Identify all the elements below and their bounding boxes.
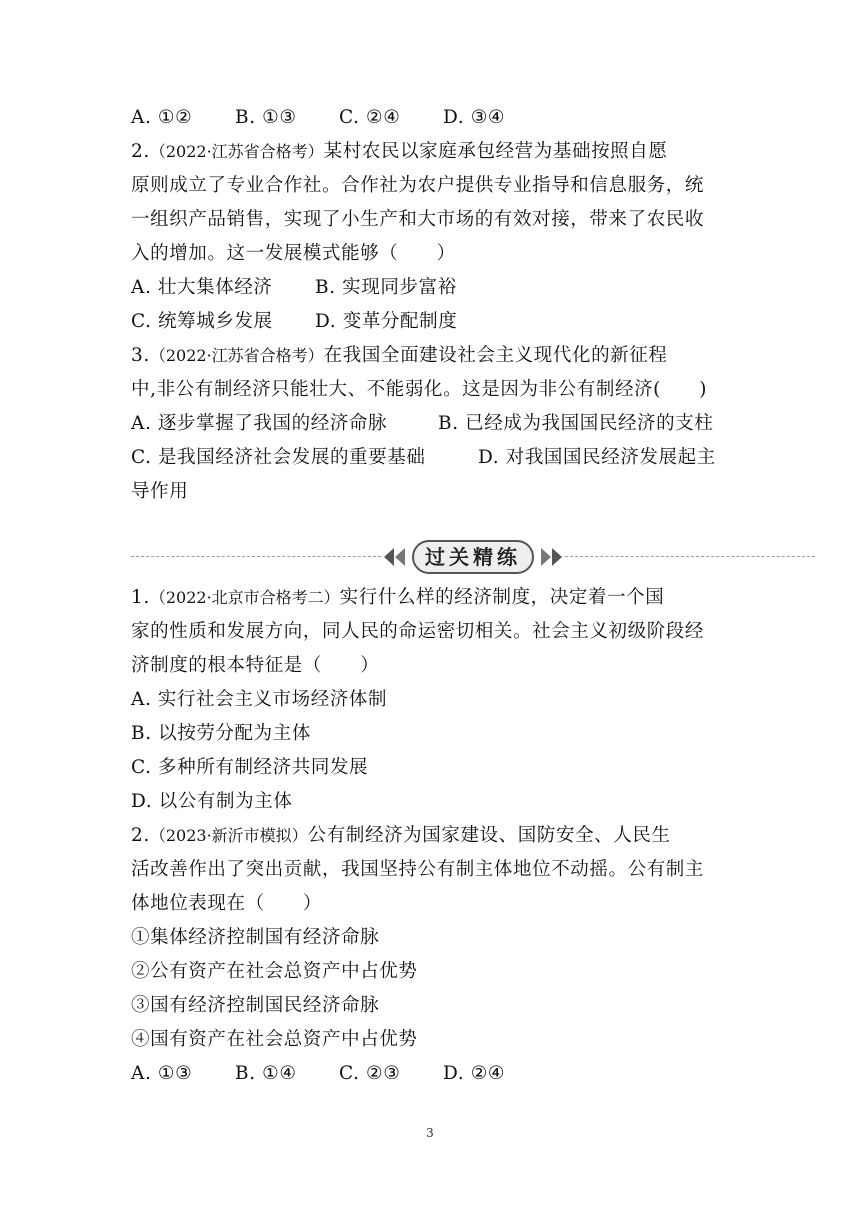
question-stem-line xyxy=(131,581,664,615)
question-text: 在我国全面建设社会主义现代化的新征程 xyxy=(323,345,668,366)
answer-options-row xyxy=(131,305,457,339)
option-a: A. 壮大集体经济 xyxy=(131,277,273,298)
prev-answer-options xyxy=(131,101,505,135)
option-d: D. 以公有制为主体 xyxy=(131,791,293,812)
option-c: C. 是我国经济社会发展的重要基础 xyxy=(131,447,426,468)
question-stem-line: 原则成立了专业合作社。合作社为农户提供专业指导和信息服务，统 xyxy=(131,175,705,196)
option-c: C. 多种所有制经济共同发展 xyxy=(131,757,369,778)
option-a: A. ①② xyxy=(131,107,193,128)
question-number: 3. xyxy=(131,345,150,366)
statement-item: ②公有资产在社会总资产中占优势 xyxy=(131,961,418,982)
option-continuation: 导作用 xyxy=(131,481,189,502)
option-c: C. 统筹城乡发展 xyxy=(131,311,273,332)
answer-options-row xyxy=(131,1057,505,1091)
question-stem-line: 一组织产品销售，实现了小生产和大市场的有效对接，带来了农民收 xyxy=(131,209,705,230)
option-d: D. ③④ xyxy=(443,107,506,128)
divider-left xyxy=(131,556,381,557)
option-a: A. 逐步掌握了我国的经济命脉 xyxy=(131,413,388,434)
statement-item: ③国有经济控制国民经济命脉 xyxy=(131,995,380,1016)
option-b: B. ①④ xyxy=(235,1063,297,1084)
option-b: B. ①③ xyxy=(235,107,297,128)
answer-options-row xyxy=(131,441,716,475)
option-d: D. 变革分配制度 xyxy=(315,311,458,332)
option-c: C. ②④ xyxy=(339,107,401,128)
question-stem-line xyxy=(131,819,671,853)
option-a: A. 实行社会主义市场经济体制 xyxy=(131,689,388,710)
question-number: 2. xyxy=(131,825,150,846)
page-number: 3 xyxy=(426,1126,434,1140)
question-stem-line xyxy=(131,339,667,373)
option-d: D. 对我国国民经济发展起主 xyxy=(478,447,716,468)
question-text: 实行什么样的经济制度，决定着一个国 xyxy=(339,587,665,608)
question-source: （2022·北京市合格考二） xyxy=(149,588,340,607)
question-stem-line: 活改善作出了突出贡献，我国坚持公有制主体地位不动摇。公有制主 xyxy=(131,859,705,880)
question-stem-line: 入的增加。这一发展模式能够（ ） xyxy=(131,243,456,264)
answer-options-row xyxy=(131,271,457,305)
option-b: B. 已经成为我国国民经济的支柱 xyxy=(438,413,714,434)
question-text: 公有制经济为国家建设、国防安全、人民生 xyxy=(307,825,671,846)
question-source: （2023·新沂市模拟） xyxy=(149,826,308,845)
option-c: C. ②③ xyxy=(339,1063,401,1084)
section-title: 过关精练 xyxy=(412,540,534,574)
question-stem-line: 体地位表现在（ ） xyxy=(131,893,323,914)
option-b: B. 以按劳分配为主体 xyxy=(131,723,311,744)
question-stem-line xyxy=(131,135,667,169)
question-source: （2022·江苏省合格考） xyxy=(149,346,324,365)
statement-item: ④国有资产在社会总资产中占优势 xyxy=(131,1029,418,1050)
section-banner xyxy=(382,538,564,576)
question-number: 1. xyxy=(131,587,150,608)
question-source: （2022·江苏省合格考） xyxy=(149,142,324,161)
divider-right xyxy=(565,556,815,557)
question-stem-line: 中,非公有制经济只能壮大、不能弱化。这是因为非公有制经济( ) xyxy=(131,379,708,400)
option-d: D. ②④ xyxy=(443,1063,506,1084)
option-a: A. ①③ xyxy=(131,1063,193,1084)
question-stem-line: 家的性质和发展方向，同人民的命运密切相关。社会主义初级阶段经 xyxy=(131,621,705,642)
answer-options-row xyxy=(131,407,713,441)
question-number: 2. xyxy=(131,141,150,162)
option-b: B. 实现同步富裕 xyxy=(315,277,457,298)
question-stem-line: 济制度的根本特征是（ ） xyxy=(131,655,380,676)
statement-item: ①集体经济控制国有经济命脉 xyxy=(131,927,380,948)
question-text: 某村农民以家庭承包经营为基础按照自愿 xyxy=(323,141,668,162)
